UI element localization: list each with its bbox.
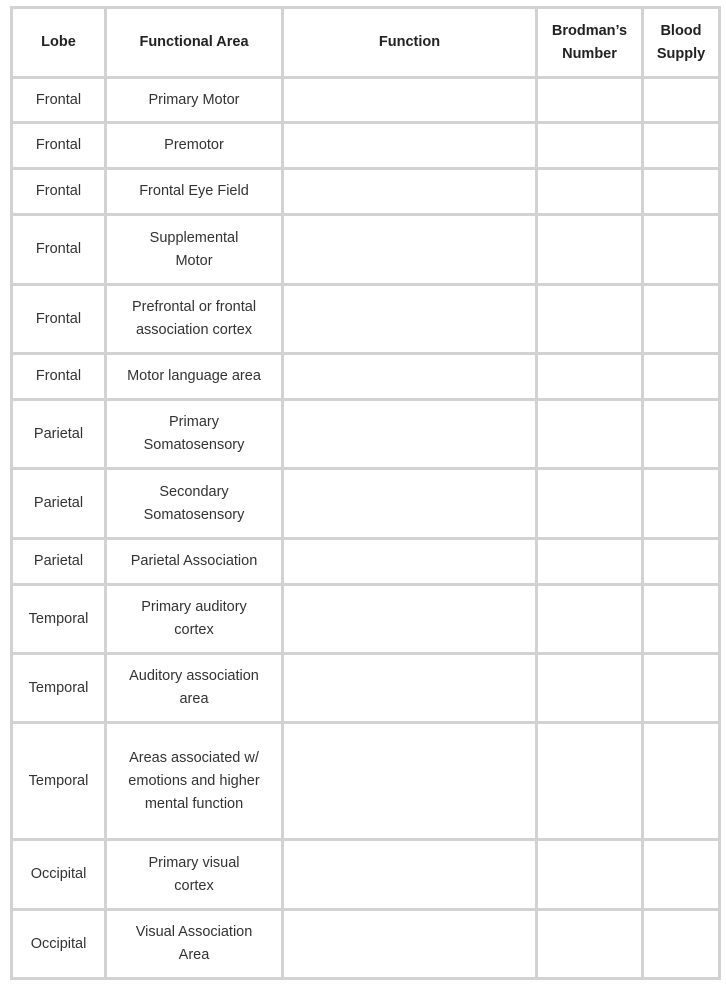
cell-functional-area: Frontal Eye Field bbox=[106, 169, 283, 215]
cell-functional-area: Secondary Somatosensory bbox=[106, 469, 283, 539]
cell-brodman-number[interactable] bbox=[537, 354, 643, 400]
cell-function[interactable] bbox=[283, 169, 537, 215]
cell-functional-area: Primary auditory cortex bbox=[106, 585, 283, 654]
cell-function[interactable] bbox=[283, 723, 537, 840]
cell-lobe: Frontal bbox=[12, 354, 106, 400]
table-row bbox=[12, 215, 720, 285]
cell-brodman-number[interactable] bbox=[537, 400, 643, 469]
table-row bbox=[12, 539, 720, 585]
cell-blood-supply[interactable] bbox=[643, 585, 720, 654]
cell-functional-area: Visual Association Area bbox=[106, 910, 283, 979]
cell-function[interactable] bbox=[283, 215, 537, 285]
cell-function[interactable] bbox=[283, 78, 537, 123]
header-functional-area: Functional Area bbox=[106, 8, 283, 78]
cell-brodman-number[interactable] bbox=[537, 654, 643, 723]
cell-blood-supply[interactable] bbox=[643, 840, 720, 910]
cell-blood-supply[interactable] bbox=[643, 123, 720, 169]
cell-function[interactable] bbox=[283, 840, 537, 910]
cell-lobe: Temporal bbox=[12, 654, 106, 723]
table-row bbox=[12, 840, 720, 910]
header-row bbox=[12, 8, 720, 78]
cell-blood-supply[interactable] bbox=[643, 169, 720, 215]
cell-function[interactable] bbox=[283, 910, 537, 979]
cell-functional-area: Primary Motor bbox=[106, 78, 283, 123]
cell-brodman-number[interactable] bbox=[537, 215, 643, 285]
table-row bbox=[12, 78, 720, 123]
table-row bbox=[12, 654, 720, 723]
cell-lobe: Frontal bbox=[12, 215, 106, 285]
cell-brodman-number[interactable] bbox=[537, 78, 643, 123]
header-brodman-number: Brodman’s Number bbox=[537, 8, 643, 78]
header-lobe: Lobe bbox=[12, 8, 106, 78]
header-blood-supply: Blood Supply bbox=[643, 8, 720, 78]
cell-brodman-number[interactable] bbox=[537, 285, 643, 354]
table-row bbox=[12, 723, 720, 840]
cell-blood-supply[interactable] bbox=[643, 285, 720, 354]
cell-functional-area: Auditory association area bbox=[106, 654, 283, 723]
cell-brodman-number[interactable] bbox=[537, 469, 643, 539]
cell-functional-area: Primary Somatosensory bbox=[106, 400, 283, 469]
cell-blood-supply[interactable] bbox=[643, 654, 720, 723]
cell-lobe: Occipital bbox=[12, 840, 106, 910]
cell-lobe: Parietal bbox=[12, 469, 106, 539]
table-row bbox=[12, 910, 720, 979]
table-row bbox=[12, 354, 720, 400]
header-function: Function bbox=[283, 8, 537, 78]
cell-lobe: Frontal bbox=[12, 169, 106, 215]
cell-brodman-number[interactable] bbox=[537, 910, 643, 979]
cell-functional-area: Supplemental Motor bbox=[106, 215, 283, 285]
cell-blood-supply[interactable] bbox=[643, 400, 720, 469]
table-row bbox=[12, 585, 720, 654]
cell-brodman-number[interactable] bbox=[537, 539, 643, 585]
cell-lobe: Parietal bbox=[12, 400, 106, 469]
cell-brodman-number[interactable] bbox=[537, 585, 643, 654]
cell-blood-supply[interactable] bbox=[643, 910, 720, 979]
cell-functional-area: Areas associated w/ emotions and higher mental function bbox=[106, 723, 283, 840]
cell-brodman-number[interactable] bbox=[537, 169, 643, 215]
cell-function[interactable] bbox=[283, 400, 537, 469]
cell-lobe: Occipital bbox=[12, 910, 106, 979]
table-row bbox=[12, 469, 720, 539]
cell-blood-supply[interactable] bbox=[643, 469, 720, 539]
cell-function[interactable] bbox=[283, 469, 537, 539]
cell-brodman-number[interactable] bbox=[537, 123, 643, 169]
cell-functional-area: Motor language area bbox=[106, 354, 283, 400]
cell-function[interactable] bbox=[283, 585, 537, 654]
cell-lobe: Temporal bbox=[12, 723, 106, 840]
table-row bbox=[12, 400, 720, 469]
table-row bbox=[12, 169, 720, 215]
brain-lobes-table bbox=[10, 6, 721, 980]
cell-brodman-number[interactable] bbox=[537, 723, 643, 840]
cell-blood-supply[interactable] bbox=[643, 78, 720, 123]
cell-blood-supply[interactable] bbox=[643, 354, 720, 400]
cell-brodman-number[interactable] bbox=[537, 840, 643, 910]
cell-lobe: Frontal bbox=[12, 78, 106, 123]
cell-function[interactable] bbox=[283, 539, 537, 585]
cell-function[interactable] bbox=[283, 354, 537, 400]
table-row bbox=[12, 123, 720, 169]
table-row bbox=[12, 285, 720, 354]
cell-function[interactable] bbox=[283, 123, 537, 169]
cell-functional-area: Prefrontal or frontal association cortex bbox=[106, 285, 283, 354]
cell-lobe: Parietal bbox=[12, 539, 106, 585]
cell-function[interactable] bbox=[283, 654, 537, 723]
cell-blood-supply[interactable] bbox=[643, 539, 720, 585]
cell-functional-area: Primary visual cortex bbox=[106, 840, 283, 910]
cell-lobe: Frontal bbox=[12, 285, 106, 354]
brain-lobes-table-container bbox=[10, 6, 721, 980]
cell-function[interactable] bbox=[283, 285, 537, 354]
cell-blood-supply[interactable] bbox=[643, 215, 720, 285]
cell-functional-area: Premotor bbox=[106, 123, 283, 169]
cell-lobe: Frontal bbox=[12, 123, 106, 169]
cell-functional-area: Parietal Association bbox=[106, 539, 283, 585]
cell-lobe: Temporal bbox=[12, 585, 106, 654]
cell-blood-supply[interactable] bbox=[643, 723, 720, 840]
